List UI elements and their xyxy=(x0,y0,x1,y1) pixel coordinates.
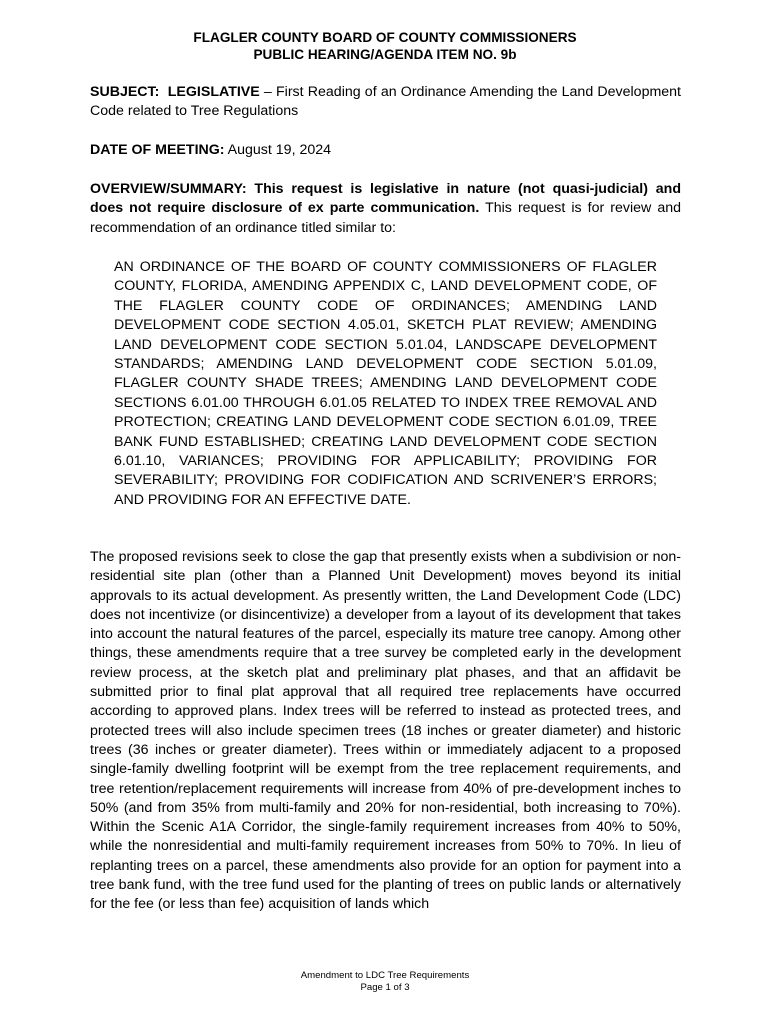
overview-bold-text: This request is legislative in nature (not quasi-judicial) and does not require disclosure of ex parte communication. xyxy=(90,181,681,217)
page-number: Page 1 of 3 xyxy=(360,981,410,993)
subject-type: LEGISLATIVE xyxy=(167,84,260,100)
footer-document-title: Amendment to LDC Tree Requirements xyxy=(300,970,470,981)
meeting-date-paragraph xyxy=(90,141,681,160)
meeting-date: August 19, 2024 xyxy=(224,142,332,158)
meeting-date-label: DATE OF MEETING: xyxy=(90,142,225,158)
agenda-item-title: PUBLIC HEARING/AGENDA ITEM NO. 9b xyxy=(253,47,517,62)
subject-paragraph xyxy=(90,83,681,122)
subject-text: – First Reading of an Ordinance Amending the Land Development Code related to Tree Regulations xyxy=(90,84,681,120)
overview-paragraph xyxy=(90,180,681,238)
board-title: FLAGLER COUNTY BOARD OF COUNTY COMMISSIONERS xyxy=(193,30,577,45)
document-heading xyxy=(90,29,680,63)
page-footer xyxy=(0,970,770,993)
subject-label: SUBJECT: xyxy=(90,84,160,100)
ordinance-title: AN ORDINANCE OF THE BOARD OF COUNTY COMMISSIONERS OF FLAGLER COUNTY, FLORIDA, AMENDING APPENDIX C, LAND DEVELOPMENT CODE, OF THE FLAGLER COUNTY CODE OF ORDINANCES; AMENDING LAND DEVELOPMENT CODE SECTION 4.05.01, SKETCH PLAT REVIEW; AMENDING LAND DEVELOPMENT CODE SECTION 5.01.04, LANDSCAPE DEVELOPMENT STANDARDS; AMENDING LAND DEVELOPMENT CODE SECTION 5.01.09, FLAGLER COUNTY SHADE TREES; AMENDING LAND DEVELOPMENT CODE SECTIONS 6.01.00 THROUGH 6.01.05 RELATED TO INDEX TREE REMOVAL AND PROTECTION; CREATING LAND DEVELOPMENT CODE SECTION 6.01.09, TREE BANK FUND ESTABLISHED; CREATING LAND DEVELOPMENT CODE SECTION 6.01.10, VARIANCES; PROVIDING FOR APPLICABILITY; PROVIDING FOR SEVERABILITY; PROVIDING FOR CODIFICATION AND SCRIVENER’S ERRORS; AND PROVIDING FOR AN EFFECTIVE DATE. xyxy=(114,259,657,508)
body-paragraph: The proposed revisions seek to close the gap that presently exists when a subdivision or non-residential site plan (other than a Planned Unit Development) moves beyond its initial approvals to its actual development. As presently written, the Land Development Code (LDC) does not incentivize (or disincentivize) a developer from a layout of its development that takes into account the natural features of the parcel, especially its mature tree canopy. Among other things, these amendments require that a tree survey be completed early in the development review process, at the sketch plat and preliminary plat phases, and that an affidavit be submitted prior to final plat approval that all required tree replacements have occurred according to approved plans. Index trees will be referred to instead as protected trees, and protected trees will also include specimen trees (18 inches or greater diameter) and historic trees (36 inches or greater diameter). Trees within or immediately adjacent to a proposed single-family dwelling footprint will be exempt from the tree replacement requirements, and tree retention/replacement requirements will increase from 40% of pre-development inches to 50% (and from 35% from multi-family and 20% for non-residential, both increasing to 70%). Within the Scenic A1A Corridor, the single-family requirement increases from 40% to 50%, while the nonresidential and multi-family requirement increases from 50% to 70%. In lieu of replanting trees on a parcel, these amendments also provide for an option for payment into a tree bank fund, with the tree fund used for the planting of trees on public lands or alternatively for the fee (or less than fee) acquisition of lands which xyxy=(90,549,681,913)
overview-label: OVERVIEW/SUMMARY: xyxy=(90,181,247,197)
overview-text: This request is for review and recommendation of an ordinance titled similar to: xyxy=(90,200,681,236)
